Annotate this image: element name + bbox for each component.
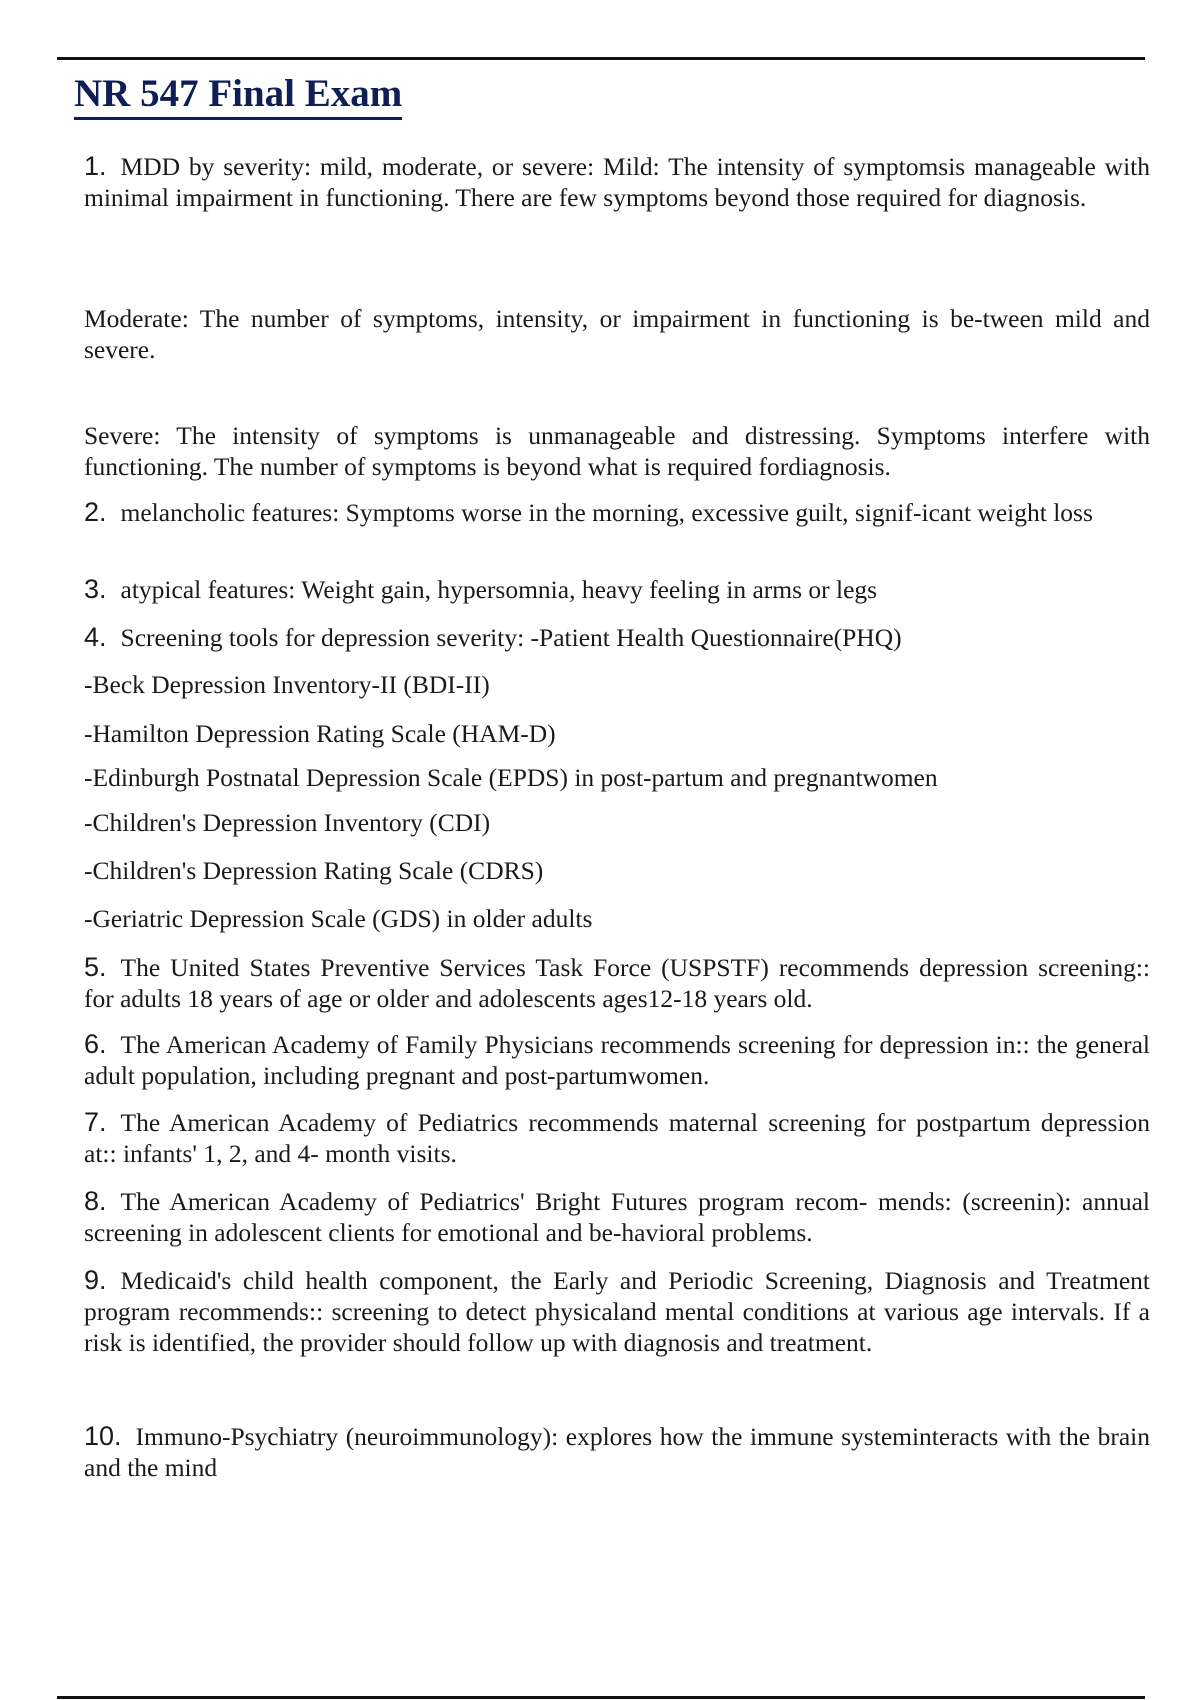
item-number: 8.	[84, 1186, 107, 1216]
item-continuation	[84, 855, 1150, 886]
item-text: Screening tools for depression severity: -Patient Health Questionnaire(PHQ)	[120, 623, 902, 652]
item-number: 6.	[84, 1029, 107, 1059]
item-continuation	[84, 303, 1150, 365]
numbered-item	[84, 574, 1150, 605]
item-number: 10.	[84, 1421, 122, 1451]
numbered-item	[84, 1107, 1150, 1169]
item-text: The American Academy of Family Physicians recommends screening for depression in:: the general adult population, including pregnant and post-partumwomen.	[84, 1030, 1150, 1090]
page-title: NR 547 Final Exam	[74, 72, 402, 120]
item-text: -Geriatric Depression Scale (GDS) in older adults	[84, 904, 593, 933]
item-text: Moderate: The number of symptoms, intensity, or impairment in functioning is be-tween mild and severe.	[84, 304, 1150, 364]
numbered-item	[84, 1421, 1150, 1483]
top-rule	[57, 57, 1145, 60]
item-text: Severe: The intensity of symptoms is unmanageable and distressing. Symptoms interfere with functioning. The number of symptoms is beyond what is required fordiagnosis.	[84, 421, 1150, 481]
item-text: -Children's Depression Rating Scale (CDRS)	[84, 856, 544, 885]
item-text: -Beck Depression Inventory-II (BDI-II)	[84, 670, 490, 699]
item-text: -Children's Depression Inventory (CDI)	[84, 808, 491, 837]
item-number: 2.	[84, 497, 107, 527]
item-text: -Hamilton Depression Rating Scale (HAM-D)	[84, 719, 556, 748]
item-number: 5.	[84, 952, 107, 982]
item-text: MDD by severity: mild, moderate, or severe: Mild: The intensity of symptomsis manageable with minimal impairment in functioning. There are few symptoms beyond those required for diagnosis.	[84, 152, 1150, 212]
item-continuation	[84, 718, 1150, 749]
numbered-item	[84, 1029, 1150, 1091]
numbered-item	[84, 1186, 1150, 1248]
item-text: Medicaid's child health component, the Early and Periodic Screening, Diagnosis and Treatment program recommends:: screening to detect physicaland mental conditions at various age intervals. If a risk is identified, the provider should follow up with diagnosis and treatment.	[84, 1266, 1150, 1357]
item-number: 9.	[84, 1265, 107, 1295]
numbered-item	[84, 151, 1150, 213]
numbered-item	[84, 497, 1150, 528]
item-text: atypical features: Weight gain, hypersomnia, heavy feeling in arms or legs	[120, 575, 878, 604]
numbered-item	[84, 622, 1150, 653]
item-number: 4.	[84, 622, 107, 652]
item-text: -Edinburgh Postnatal Depression Scale (EPDS) in post-partum and pregnantwomen	[84, 763, 938, 792]
item-number: 7.	[84, 1107, 107, 1137]
item-continuation	[84, 807, 1150, 838]
item-continuation	[84, 669, 1150, 700]
item-continuation	[84, 762, 1150, 793]
item-continuation	[84, 420, 1150, 482]
item-text: Immuno-Psychiatry (neuroimmunology): explores how the immune systeminteracts with the brain and the mind	[84, 1422, 1150, 1482]
numbered-item	[84, 1265, 1150, 1358]
item-number: 1.	[84, 151, 107, 181]
item-text: melancholic features: Symptoms worse in the morning, excessive guilt, signif-icant weight loss	[120, 498, 1093, 527]
item-text: The United States Preventive Services Task Force (USPSTF) recommends depression screening:: for adults 18 years of age or older and adolescents ages12-18 years old.	[84, 953, 1150, 1013]
item-text: The American Academy of Pediatrics recommends maternal screening for postpartum depression at:: infants' 1, 2, and 4- month visits.	[84, 1108, 1150, 1168]
bottom-rule	[57, 1696, 1145, 1699]
item-continuation	[84, 903, 1150, 934]
item-text: The American Academy of Pediatrics' Bright Futures program recom- mends: (screenin): annual screening in adolescent clients for emotional and be-havioral problems.	[84, 1187, 1150, 1247]
numbered-item	[84, 952, 1150, 1014]
item-number: 3.	[84, 574, 107, 604]
